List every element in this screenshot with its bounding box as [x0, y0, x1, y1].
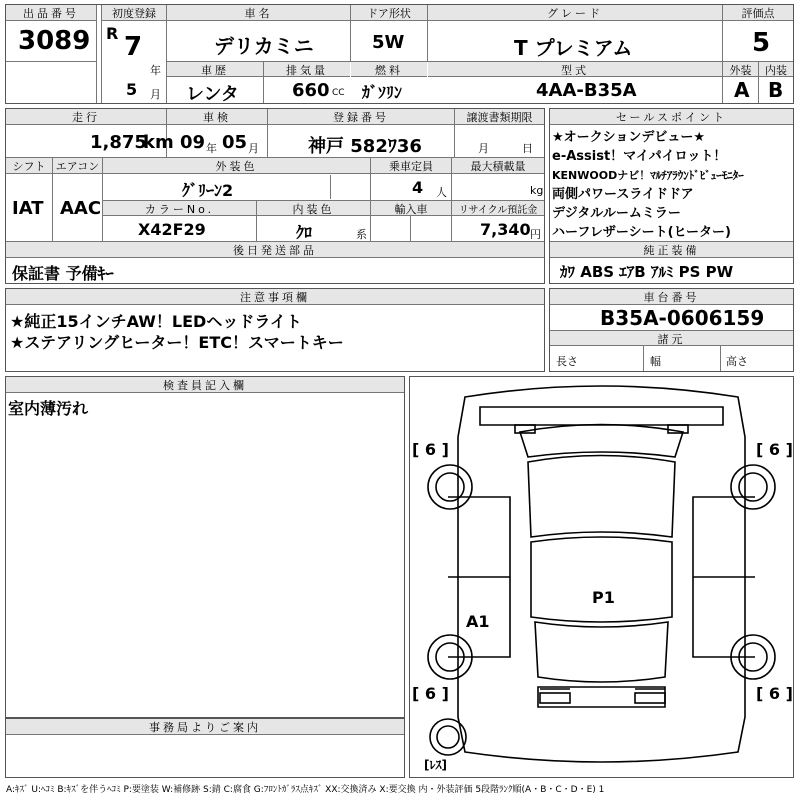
door-type: 5W: [372, 32, 405, 53]
spare-tyre: [ﾚｽ]: [424, 758, 447, 772]
interior-color: ｸﾛ: [296, 223, 313, 242]
spec-height: 高さ: [726, 355, 748, 368]
month-unit: 月: [150, 88, 161, 101]
color-number: X42F29: [138, 220, 206, 239]
spec-length: 長さ: [556, 355, 578, 368]
import-label: 輸入車: [371, 201, 451, 216]
ext-label: 外装: [723, 62, 758, 77]
capacity-unit: 人: [436, 186, 447, 199]
interior-unit: 系: [356, 228, 367, 241]
max-load-label: 最大積載量: [452, 158, 544, 174]
notes-label: 注意事項欄: [6, 289, 544, 305]
insp-year-unit: 年: [206, 142, 217, 155]
inspection-label: 車検: [167, 109, 267, 125]
reg-no-label: 登録番号: [268, 109, 454, 125]
damage-p1: P1: [592, 588, 615, 607]
transfer-day: 日: [522, 142, 533, 155]
inspector-label: 検査員記入欄: [6, 377, 404, 393]
lot-number: 3089: [18, 26, 91, 56]
model-label: 型式: [428, 62, 722, 77]
capacity-label: 乗車定員: [371, 158, 451, 174]
legend: A:ｷｽﾞ U:ﾍｺﾐ B:ｷｽﾞを伴うﾍｺﾐ P:要塗装 W:補修跡 S:錆 C:腐食 G:ﾌﾛﾝﾄｶﾞﾗｽ点ｷｽﾞ XX:交換済み X:要交換 内・外装評価 5段階ﾗﾝｸ順(A・B・C・D・E) 1: [6, 785, 605, 795]
fuel-label: 燃料: [351, 62, 427, 77]
shift: IAT: [12, 198, 44, 219]
first-reg-label: 初度登録: [102, 5, 166, 21]
int-grade: B: [768, 78, 784, 102]
cc-unit: CC: [332, 88, 345, 98]
tyre-front-right: [ 6 ]: [756, 440, 793, 459]
insp-year: 09: [180, 132, 206, 153]
sales-label: セールスポイント: [550, 109, 793, 125]
interior-label: 内装色: [257, 201, 370, 216]
inspector-block: [5, 376, 405, 718]
reg-month: 5: [126, 80, 138, 99]
recycle-fee: 7,340: [480, 220, 531, 239]
note-line: ★純正15インチAW！LEDヘッドライト: [10, 312, 302, 331]
era: R: [106, 24, 119, 43]
tyre-rear-left: [ 6 ]: [412, 684, 449, 703]
lot-label: 出品番号: [6, 5, 96, 21]
sales-line: デジタルルームミラー: [552, 206, 681, 221]
mileage-label: 走行: [6, 109, 166, 125]
note-line: ★ステアリングヒーター！ETC！スマートキー: [10, 333, 344, 352]
reg-number: 神戸 582ﾜ36: [308, 136, 422, 157]
insp-month-unit: 月: [248, 142, 259, 155]
year-unit: 年: [150, 64, 161, 77]
model: 4AA-B35A: [536, 80, 637, 101]
sales-line: e-Assist！マイパイロット！: [552, 149, 727, 164]
chassis-number: B35A-0606159: [600, 306, 765, 330]
km-unit: km: [143, 132, 174, 153]
displacement: 660: [292, 80, 330, 101]
sales-line: KENWOODナビ！ﾏﾙﾁｱﾗｳﾝﾄﾞﾋﾞｭｰﾓﾆﾀｰ: [552, 169, 744, 182]
color-no-label: カラーNo.: [103, 201, 256, 216]
ext-grade: A: [734, 78, 750, 102]
car-name-label: 車名: [167, 5, 350, 21]
equip-label: 純正装備: [550, 242, 793, 258]
inspector-text: 室内薄汚れ: [8, 399, 89, 418]
equipment: ｶﾜ ABS ｴｱB ｱﾙﾐ PS PW: [560, 263, 734, 281]
damage-a1: A1: [466, 612, 490, 631]
sales-line: ハーフレザーシート(ヒーター): [552, 225, 731, 240]
color-label: 外装色: [103, 158, 370, 174]
fuel: ｶﾞｿﾘﾝ: [362, 83, 403, 102]
color: ｸﾞﾘｰﾝ2: [182, 181, 234, 200]
recycle-unit: 円: [530, 228, 541, 241]
tyre-rear-right: [ 6 ]: [756, 684, 793, 703]
spec-label: 諸元: [550, 331, 793, 346]
spec-width: 幅: [650, 355, 661, 368]
tyre-front-left: [ 6 ]: [412, 440, 449, 459]
history-label: 車歴: [167, 62, 263, 77]
score: 5: [752, 28, 771, 58]
ac-label: エアコン: [53, 158, 102, 174]
sales-line: ★オークションデビュー★: [552, 130, 706, 145]
later-parts-label: 後日発送部品: [6, 242, 544, 258]
history: レンタ: [186, 84, 239, 105]
grade: T プレミアム: [514, 36, 633, 60]
max-load-unit: kg: [530, 184, 544, 197]
ac: AAC: [60, 198, 102, 219]
transfer-label: 譲渡書類期限: [455, 109, 544, 125]
office-label: 事務局よりご案内: [6, 719, 404, 735]
later-parts: 保証書 予備ｷｰ: [12, 264, 114, 283]
sales-points: [552, 128, 792, 242]
recycle-label: リサイクル預託金: [452, 201, 544, 216]
displacement-label: 排気量: [264, 62, 350, 77]
reg-year: 7: [124, 32, 143, 62]
door-label: ドア形状: [351, 5, 427, 21]
score-label: 評価点: [723, 5, 793, 21]
transfer-month: 月: [478, 142, 489, 155]
capacity: 4: [412, 178, 424, 197]
grade-label: グレード: [428, 5, 722, 21]
int-label: 内装: [759, 62, 793, 77]
mileage: 1,875: [90, 132, 147, 153]
car-name: デリカミニ: [214, 34, 314, 58]
sales-line: 両側パワースライドドア: [552, 187, 694, 202]
car-outline-diagram: [410, 377, 793, 777]
chassis-label: 車台番号: [550, 289, 793, 305]
insp-month: 05: [222, 132, 248, 153]
shift-label: シフト: [6, 158, 52, 174]
